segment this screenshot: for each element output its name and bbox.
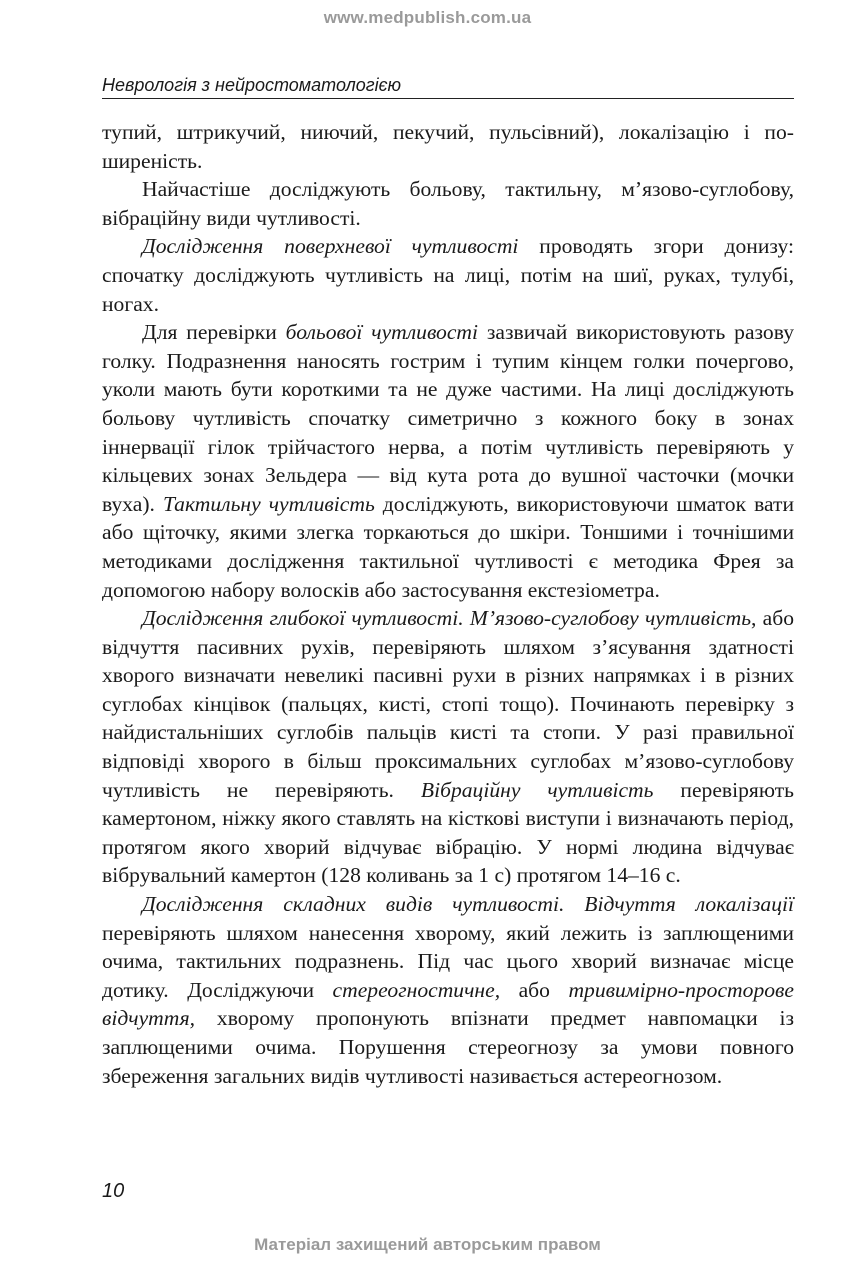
text-run: перевіряють камертоном, ніжку якого ставлять на кісткові виступи і визначають період, протягом якого хворий відчуває вібрацію. У нормі людина відчуває вібрувальний камертон (128 коливань за 1 с) протягом 14–16 с. xyxy=(102,777,794,888)
page-number: 10 xyxy=(102,1180,125,1202)
text-run: досліджують, використовуючи шматок вати або щіточку, якими злегка торкаються до шкіри. Тоншими і точнішими методиками дослідження тактильної чутливості є методика Фрея за допомогою набору волосків або застосування екстезіометра. xyxy=(102,491,795,602)
italic-term: тривимірно-просторове відчуття, xyxy=(102,977,794,1031)
text-run: Найчастіше досліджують больову, тактильну, м’язово-суглобову, вібраційну види чутливості. xyxy=(102,177,794,230)
italic-term: Дослідження складних видів чутливості. Відчуття локалізації xyxy=(142,892,794,917)
text-run: , або відчуття пасивних рухів, перевіряють шляхом з’ясування здатності хворого визначати невеликі пасивні рухи в різних напрямках і в різних суглобах кінцівок (пальцях, кисті, стопі тощо). Починають перевірку з найдистальніших суглобів пальців кисті та стопи. У разі правильної відповіді хворого в більш проксимальних суглобах м’язово-суглобову чутливість не перевіряють. xyxy=(102,606,794,802)
text-run: зазвичай використовують разову голку. Подразнення наносять гострим і тупим кінцем голки почергово, уколи мають бути короткими та не дуже частими. На лиці досліджують больову чутливість спочатку симетрично з кожного боку в зонах іннервації гілок трійчастого нерва, а потім чутливість перевіряють у кільцевих зонах Зельдера — від кута рота до вушної часточки (мочки вуха). xyxy=(102,320,794,516)
text-run: перевіряють шляхом нанесення хворому, який лежить із заплющеними очима, тактильних подразнень. Під час цього хворий визначає місце дотику. Досліджуючи xyxy=(102,920,794,1002)
text-run: тупий, штрикучий, ниючий, пекучий, пульсівний), локалізацію і поширеність. xyxy=(102,120,794,173)
italic-term: стереогностичне, xyxy=(332,977,501,1002)
running-head: Неврологія з нейростоматологією xyxy=(102,74,794,99)
italic-term: Дослідження глибокої чутливості. М’язово-суглобову чутливість xyxy=(142,606,752,631)
paragraph xyxy=(102,604,794,890)
text-run: хворому пропонують впізнати предмет навпомацки із заплющеними очима. Порушення стереогнозу за умови повного збереження загальних видів чутливості називається астереогнозом. xyxy=(102,1006,794,1088)
text-run: або xyxy=(500,977,569,1002)
text-run: проводять згори донизу: спочатку досліджують чутливість на лиці, потім на шиї, руках, тулубі, ногах. xyxy=(102,234,794,316)
italic-term: Вібраційну чутливість xyxy=(420,777,654,802)
text-run: Для перевірки xyxy=(142,320,286,345)
copyright-watermark: Матеріал захищений авторським правом xyxy=(254,1235,601,1254)
paragraph xyxy=(102,118,794,175)
watermark-url: www.medpublish.com.ua xyxy=(323,8,532,27)
paragraph xyxy=(102,232,794,318)
italic-term: больової чутливості xyxy=(285,320,479,345)
paragraph xyxy=(102,890,794,1090)
paragraph xyxy=(102,175,794,232)
italic-term: Тактильну чутливість xyxy=(162,491,375,516)
paragraph xyxy=(102,318,794,604)
body-text xyxy=(102,118,794,1090)
italic-term: Дослідження поверхневої чутливості xyxy=(142,234,519,259)
